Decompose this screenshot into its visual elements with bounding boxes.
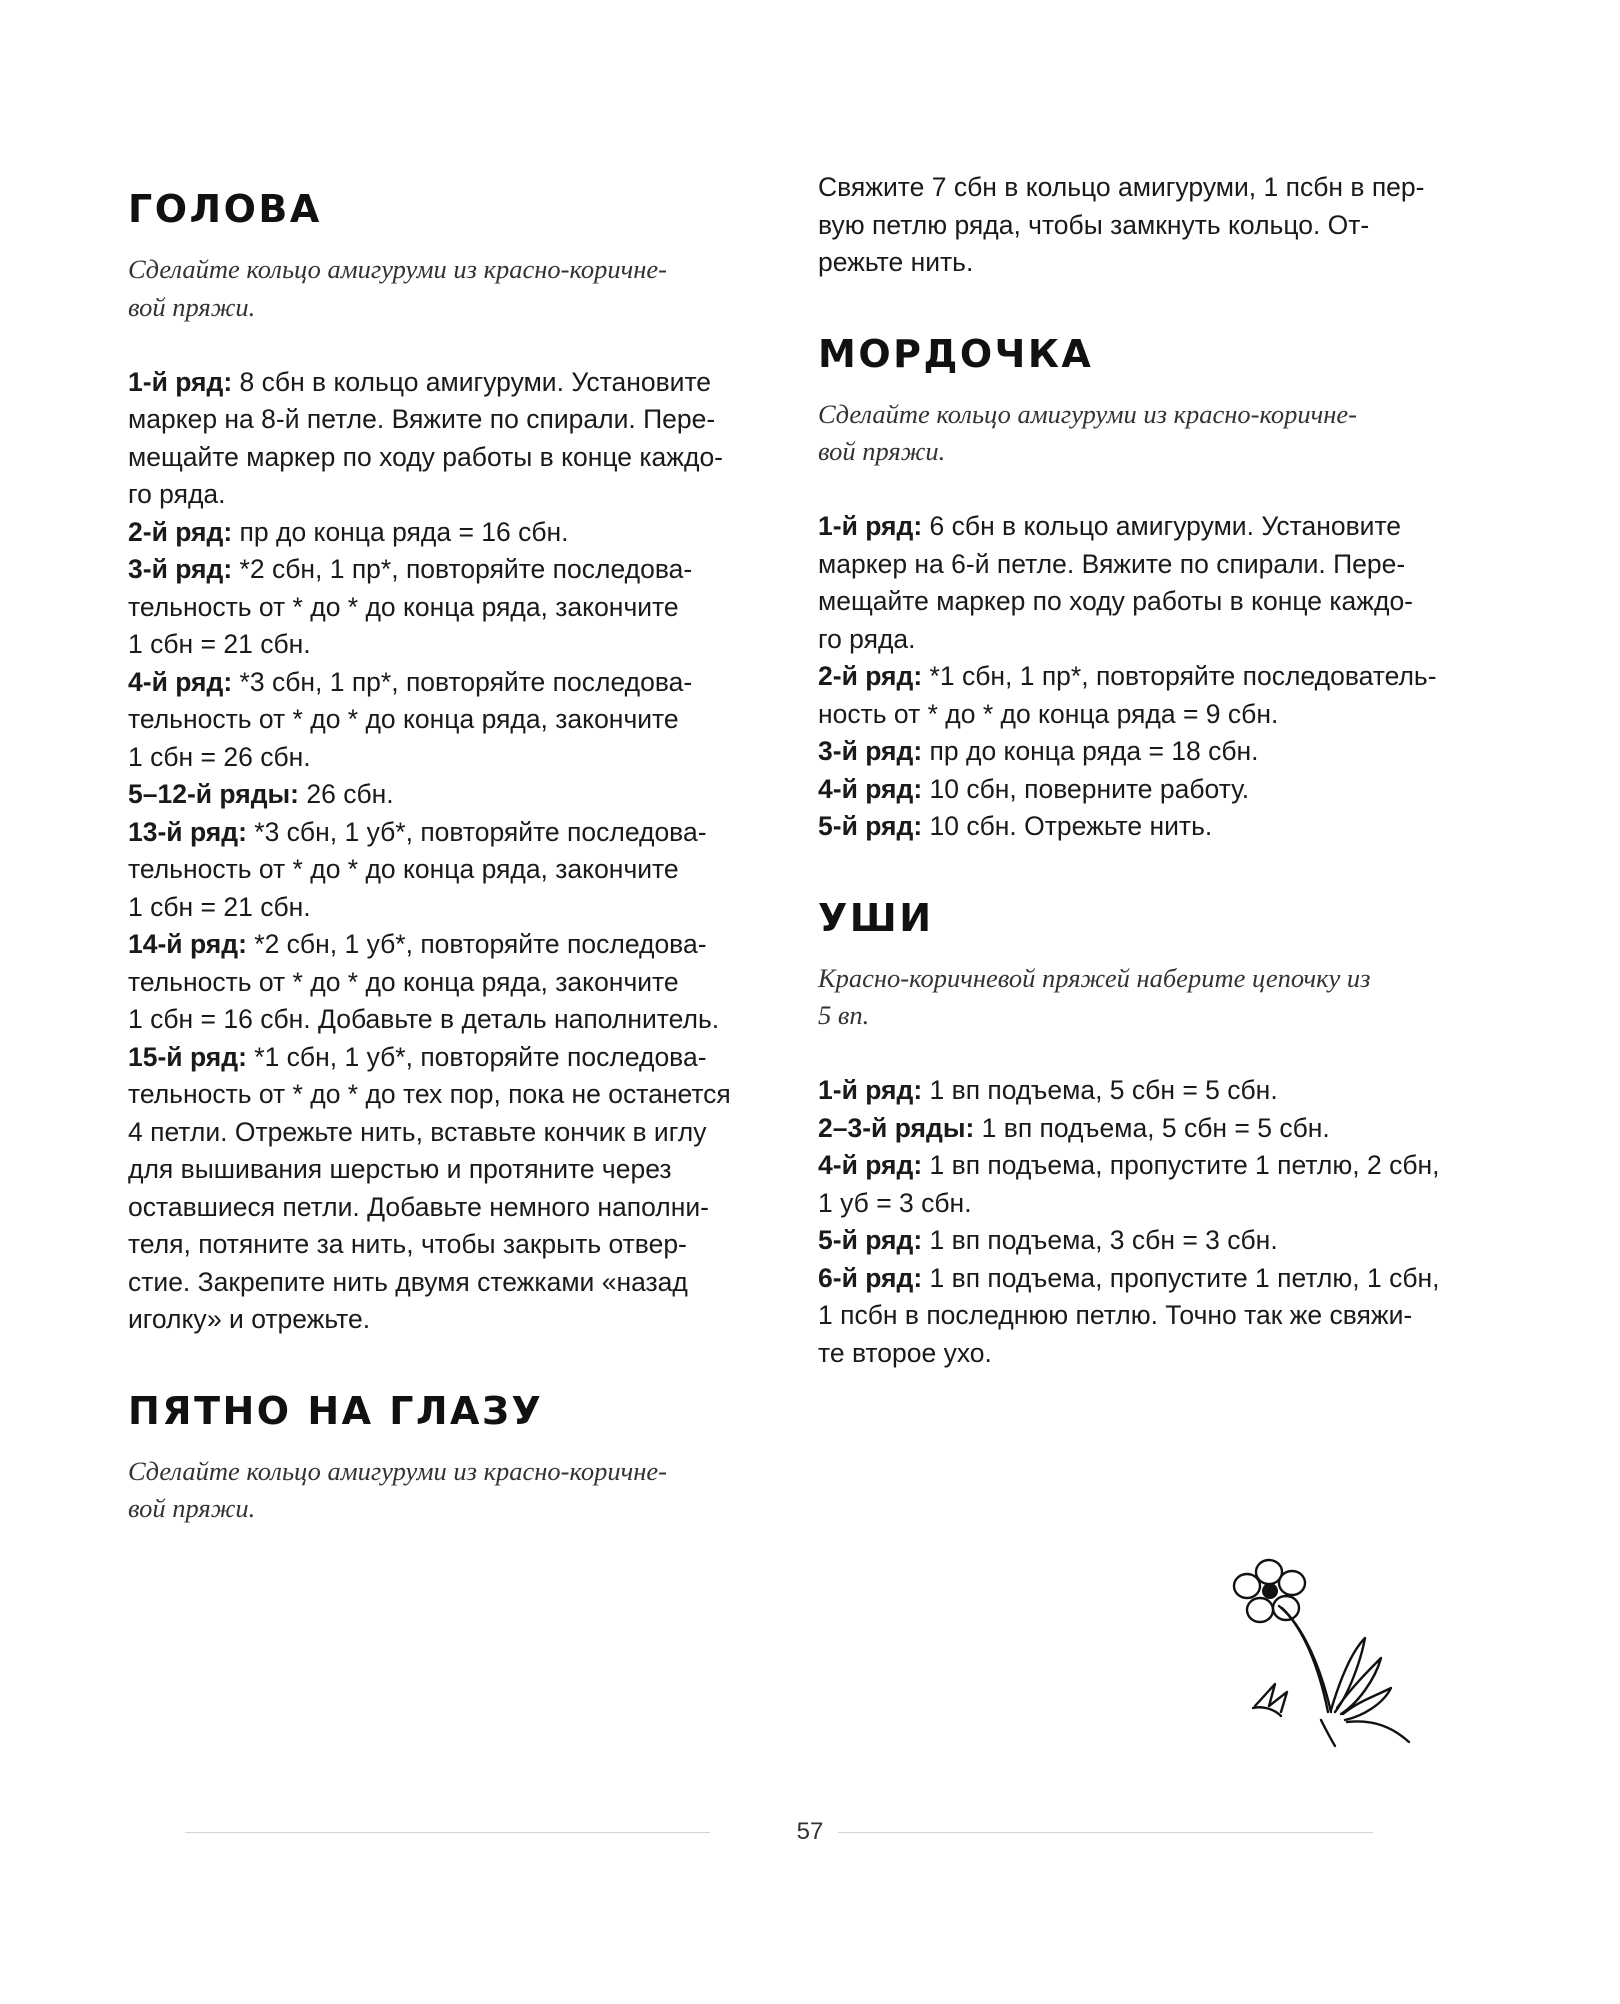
row-text: те второе ухо.: [818, 1337, 992, 1368]
text-line: [128, 851, 768, 889]
text-line: [128, 476, 768, 514]
row-text: пр до конца ряда = 16 сбн.: [232, 516, 569, 547]
row-text: мещайте маркер по ходу работы в конце каждо-: [128, 441, 724, 472]
row-label: 2-й ряд:: [128, 516, 233, 547]
instruction-row: [818, 1222, 1468, 1260]
text-line: [818, 771, 1468, 809]
text-line: [128, 964, 768, 1002]
row-text: 8 сбн в кольцо амигуруми. Установите: [232, 366, 712, 397]
text-line: [818, 1110, 1468, 1148]
text-line: Красно-коричневой пряжей наберите цепочку из: [818, 962, 1371, 993]
row-label: 15-й ряд:: [128, 1041, 247, 1072]
text-line: [128, 1264, 768, 1302]
row-text: 1 уб = 3 сбн.: [818, 1187, 972, 1218]
instruction-row: [128, 664, 768, 777]
row-text: 1 сбн = 21 сбн.: [128, 629, 311, 659]
text-line: [128, 1001, 768, 1039]
text-line: [818, 1335, 1468, 1373]
row-text: 1 вп подъема, пропустите 1 петлю, 2 сбн,: [922, 1150, 1440, 1180]
instruction-row: [128, 776, 768, 814]
instruction-row: [128, 926, 768, 1039]
rows-ears: [818, 1072, 1468, 1372]
instruction-row: [818, 771, 1468, 809]
row-text: 1 вп подъема, 5 сбн = 5 сбн.: [974, 1112, 1330, 1143]
row-text: иголку» и отрежьте.: [128, 1304, 371, 1334]
instruction-row: [818, 1072, 1468, 1110]
text-line: [818, 696, 1468, 734]
text-line: [128, 1076, 768, 1114]
row-label: 3-й ряд:: [128, 554, 233, 584]
row-label: 1-й ряд:: [128, 366, 233, 397]
row-text: мещайте маркер по ходу работы в конце каждо-: [818, 586, 1414, 616]
text-line: [128, 701, 768, 739]
text-line: вой пряжи.: [128, 1493, 256, 1523]
text-line: [818, 808, 1468, 846]
row-label: 14-й ряд:: [128, 929, 247, 959]
page-number: 57: [796, 1818, 824, 1845]
text-line: [818, 1260, 1468, 1298]
section-title-ears: УШИ: [818, 895, 934, 940]
instruction-row: [128, 514, 768, 552]
row-text: *2 сбн, 1 пр*, повторяйте последова-: [232, 554, 693, 584]
text-line: Свяжите 7 сбн в кольцо амигуруми, 1 псбн в пер-: [818, 172, 1425, 202]
row-text: *1 сбн, 1 пр*, повторяйте последователь-: [922, 661, 1437, 691]
row-label: 1-й ряд:: [818, 511, 923, 541]
text-line: [818, 621, 1468, 659]
text-line: [818, 583, 1468, 621]
row-text: го ряда.: [128, 479, 226, 509]
rows-muzzle: [818, 508, 1468, 846]
intro-ears: [818, 960, 1438, 1035]
row-label: 5-й ряд:: [818, 1225, 923, 1255]
left-column: [128, 185, 768, 1565]
rows-head: [128, 364, 768, 1339]
row-text: 1 вп подъема, пропустите 1 петлю, 1 сбн,: [922, 1262, 1440, 1293]
text-line: Сделайте кольцо амигуруми из красно-коричне-: [128, 1455, 668, 1486]
row-text: пр до конца ряда = 18 сбн.: [922, 736, 1259, 766]
section-title-eye-patch: ПЯТНО НА ГЛАЗУ: [128, 1388, 544, 1433]
row-text: тельность от * до * до конца ряда, закончите: [128, 704, 679, 734]
row-text: 1 вп подъема, 3 сбн = 3 сбн.: [922, 1225, 1278, 1255]
text-line: [128, 1189, 768, 1227]
instruction-row: [128, 551, 768, 664]
text-line: [128, 1039, 768, 1077]
row-text: 6 сбн в кольцо амигуруми. Установите: [922, 511, 1402, 541]
instruction-row: [128, 1039, 768, 1339]
instruction-row: [818, 658, 1468, 733]
row-text: 1 сбн = 26 сбн.: [128, 741, 311, 772]
eye-patch-continuation: [818, 169, 1468, 282]
section-title-muzzle: МОРДОЧКА: [818, 331, 1094, 376]
text-line: [818, 658, 1468, 696]
text-line: [128, 1226, 768, 1264]
row-label: 4-й ряд:: [128, 666, 233, 697]
text-line: [128, 1151, 768, 1189]
right-column: [818, 172, 1468, 1372]
row-text: оставшиеся петли. Добавьте немного наполни-: [128, 1191, 709, 1222]
text-line: вой пряжи.: [128, 291, 256, 322]
row-text: для вышивания шерстью и протяните через: [128, 1154, 672, 1184]
row-text: 1 сбн = 16 сбн. Добавьте в деталь наполнитель.: [128, 1004, 720, 1034]
text-line: [128, 1114, 768, 1152]
row-text: тельность от * до * до конца ряда, закончите: [128, 854, 679, 884]
instruction-row: [128, 364, 768, 514]
text-line: [128, 664, 768, 702]
text-line: [818, 1222, 1468, 1260]
row-text: 10 сбн, поверните работу.: [922, 773, 1250, 804]
row-text: го ряда.: [818, 623, 916, 654]
text-line: [128, 439, 768, 477]
intro-muzzle: [818, 396, 1438, 471]
instruction-row: [818, 508, 1468, 658]
row-label: 6-й ряд:: [818, 1262, 923, 1293]
row-text: тельность от * до * до конца ряда, закончите: [128, 966, 679, 997]
instruction-row: [818, 1260, 1468, 1373]
row-text: маркер на 8-й петле. Вяжите по спирали. Пере-: [128, 404, 716, 434]
text-line: режьте нить.: [818, 247, 974, 277]
text-line: [818, 1072, 1468, 1110]
row-label: 1-й ряд:: [818, 1075, 923, 1105]
row-label: 4-й ряд:: [818, 773, 923, 804]
row-text: тельность от * до * до тех пор, пока не останется: [128, 1079, 731, 1109]
text-line: [818, 1297, 1468, 1335]
row-text: маркер на 6-й петле. Вяжите по спирали. Пере-: [818, 548, 1406, 579]
instruction-row: [818, 808, 1468, 846]
text-line: вой пряжи.: [818, 436, 946, 466]
row-label: 2–3-й ряды:: [818, 1112, 975, 1143]
text-line: [128, 814, 768, 852]
instruction-row: [818, 733, 1468, 771]
text-line: [818, 1147, 1468, 1185]
text-line: [128, 364, 768, 402]
text-line: [128, 926, 768, 964]
row-text: 1 сбн = 21 сбн.: [128, 891, 311, 922]
text-line: [818, 733, 1468, 771]
text-line: [818, 546, 1468, 584]
text-line: [128, 1301, 768, 1339]
intro-head: [128, 251, 748, 326]
row-label: 2-й ряд:: [818, 661, 923, 691]
text-line: [128, 776, 768, 814]
row-text: 4 петли. Отрежьте нить, вставьте кончик в иглу: [128, 1116, 707, 1147]
row-label: 4-й ряд:: [818, 1150, 923, 1180]
text-line: [128, 626, 768, 664]
section-title-head: ГОЛОВА: [128, 187, 322, 231]
row-text: 10 сбн. Отрежьте нить.: [922, 811, 1213, 841]
text-line: [128, 514, 768, 552]
row-text: теля, потяните за нить, чтобы закрыть отвер-: [128, 1229, 687, 1259]
row-text: ность от * до * до конца ряда = 9 сбн.: [818, 698, 1279, 729]
row-text: 26 сбн.: [299, 779, 394, 809]
row-label: 3-й ряд:: [818, 736, 923, 766]
row-label: 5–12-й ряды:: [128, 779, 300, 809]
text-line: [128, 589, 768, 627]
footer-rule-left: [185, 1832, 710, 1833]
text-line: [128, 401, 768, 439]
text-line: вую петлю ряда, чтобы замкнуть кольцо. От-: [818, 209, 1370, 240]
text-line: [128, 739, 768, 777]
flower-icon: [1225, 1550, 1465, 1780]
row-text: *3 сбн, 1 пр*, повторяйте последова-: [232, 666, 693, 697]
row-text: *2 сбн, 1 уб*, повторяйте последова-: [246, 929, 707, 959]
text-line: [128, 889, 768, 927]
row-text: *1 сбн, 1 уб*, повторяйте последова-: [246, 1041, 707, 1072]
text-line: Сделайте кольцо амигуруми из красно-коричне-: [818, 398, 1358, 429]
instruction-row: [128, 814, 768, 927]
instruction-row: [818, 1147, 1468, 1222]
text-line: [818, 1185, 1468, 1223]
text-line: Сделайте кольцо амигуруми из красно-коричне-: [128, 254, 668, 284]
row-label: 5-й ряд:: [818, 811, 923, 841]
row-label: 13-й ряд:: [128, 816, 247, 847]
intro-eye-patch: [128, 1453, 748, 1528]
text-line: [128, 551, 768, 589]
row-text: 1 вп подъема, 5 сбн = 5 сбн.: [922, 1075, 1278, 1105]
text-line: [818, 508, 1468, 546]
row-text: 1 псбн в последнюю петлю. Точно так же свяжи-: [818, 1300, 1413, 1330]
instruction-row: [818, 1110, 1468, 1148]
row-text: *3 сбн, 1 уб*, повторяйте последова-: [246, 816, 707, 847]
row-text: стие. Закрепите нить двумя стежками «назад: [128, 1266, 688, 1297]
text-line: 5 вп.: [818, 1000, 870, 1030]
footer-rule-right: [838, 1832, 1373, 1833]
row-text: тельность от * до * до конца ряда, закончите: [128, 591, 679, 622]
